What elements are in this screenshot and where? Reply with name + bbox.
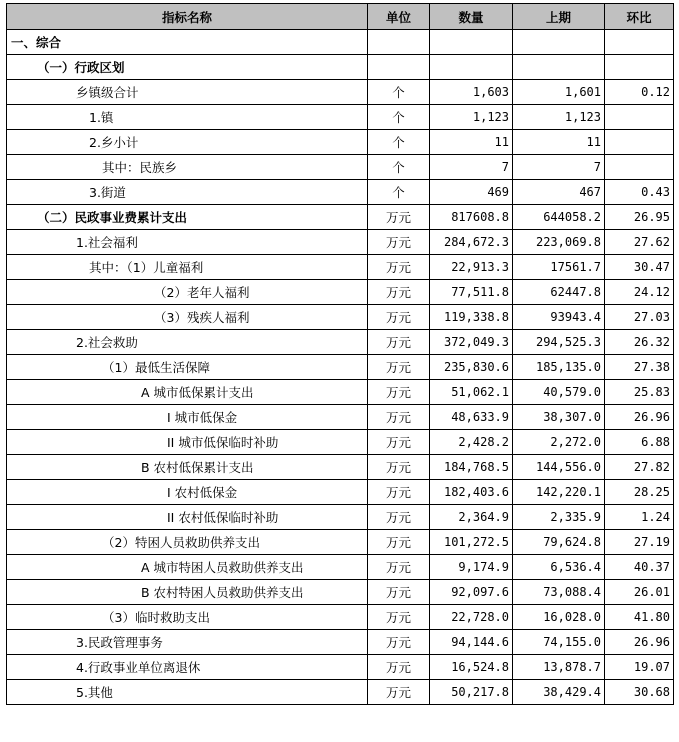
row-quantity-cell: 284,672.3 <box>430 230 513 255</box>
row-quantity-cell: 22,728.0 <box>430 605 513 630</box>
row-name-cell: A 城市特困人员救助供养支出 <box>7 555 368 580</box>
row-previous-cell: 16,028.0 <box>513 605 605 630</box>
row-previous-cell: 38,307.0 <box>513 405 605 430</box>
row-ratio-cell: 26.01 <box>605 580 674 605</box>
row-previous-cell: 144,556.0 <box>513 455 605 480</box>
row-previous-cell <box>513 30 605 55</box>
row-previous-cell: 74,155.0 <box>513 630 605 655</box>
row-quantity-cell: 77,511.8 <box>430 280 513 305</box>
row-unit-cell: 万元 <box>368 305 430 330</box>
table-row <box>7 230 674 255</box>
table-row <box>7 580 674 605</box>
row-previous-cell: 93943.4 <box>513 305 605 330</box>
table-row <box>7 330 674 355</box>
row-previous-cell: 467 <box>513 180 605 205</box>
row-name-cell: B 农村特困人员救助供养支出 <box>7 580 368 605</box>
row-quantity-cell: 92,097.6 <box>430 580 513 605</box>
row-ratio-cell: 27.62 <box>605 230 674 255</box>
row-unit-cell: 个 <box>368 130 430 155</box>
row-unit-cell: 万元 <box>368 555 430 580</box>
table-body <box>7 30 674 705</box>
table-row <box>7 255 674 280</box>
row-quantity-cell: 817608.8 <box>430 205 513 230</box>
row-previous-cell: 13,878.7 <box>513 655 605 680</box>
row-ratio-cell <box>605 55 674 80</box>
row-name-cell: 5.其他 <box>7 680 368 705</box>
row-unit-cell: 万元 <box>368 480 430 505</box>
row-previous-cell: 294,525.3 <box>513 330 605 355</box>
row-unit-cell: 万元 <box>368 355 430 380</box>
row-quantity-cell: 184,768.5 <box>430 455 513 480</box>
table-row <box>7 505 674 530</box>
row-quantity-cell: 50,217.8 <box>430 680 513 705</box>
row-ratio-cell: 41.80 <box>605 605 674 630</box>
row-quantity-cell: 2,364.9 <box>430 505 513 530</box>
row-previous-cell: 1,123 <box>513 105 605 130</box>
row-ratio-cell: 0.43 <box>605 180 674 205</box>
header-ratio: 环比 <box>605 4 674 30</box>
row-ratio-cell: 40.37 <box>605 555 674 580</box>
row-name-cell: 2.乡小计 <box>7 130 368 155</box>
row-ratio-cell: 30.68 <box>605 680 674 705</box>
row-ratio-cell: 26.95 <box>605 205 674 230</box>
row-ratio-cell <box>605 130 674 155</box>
row-ratio-cell: 24.12 <box>605 280 674 305</box>
row-ratio-cell: 27.82 <box>605 455 674 480</box>
row-ratio-cell: 30.47 <box>605 255 674 280</box>
row-ratio-cell <box>605 105 674 130</box>
table-row <box>7 305 674 330</box>
row-name-cell: II 城市低保临时补助 <box>7 430 368 455</box>
row-previous-cell: 79,624.8 <box>513 530 605 555</box>
row-unit-cell: 万元 <box>368 505 430 530</box>
row-ratio-cell: 27.38 <box>605 355 674 380</box>
row-name-cell: 3.街道 <box>7 180 368 205</box>
row-unit-cell: 万元 <box>368 330 430 355</box>
row-name-cell: （3）残疾人福利 <box>7 305 368 330</box>
row-quantity-cell: 51,062.1 <box>430 380 513 405</box>
row-unit-cell: 个 <box>368 180 430 205</box>
row-quantity-cell: 2,428.2 <box>430 430 513 455</box>
table-header-row <box>7 4 674 30</box>
row-ratio-cell: 27.19 <box>605 530 674 555</box>
row-unit-cell: 万元 <box>368 205 430 230</box>
row-previous-cell: 1,601 <box>513 80 605 105</box>
row-ratio-cell: 28.25 <box>605 480 674 505</box>
row-unit-cell: 万元 <box>368 455 430 480</box>
table-row <box>7 30 674 55</box>
header-quantity: 数量 <box>430 4 513 30</box>
row-quantity-cell: 16,524.8 <box>430 655 513 680</box>
table-row <box>7 630 674 655</box>
table-row <box>7 180 674 205</box>
row-unit-cell: 万元 <box>368 380 430 405</box>
table-row <box>7 555 674 580</box>
header-indicator-name: 指标名称 <box>7 4 368 30</box>
row-quantity-cell: 1,123 <box>430 105 513 130</box>
table-row <box>7 680 674 705</box>
row-unit-cell: 万元 <box>368 530 430 555</box>
table-row <box>7 130 674 155</box>
row-unit-cell: 万元 <box>368 655 430 680</box>
row-quantity-cell: 469 <box>430 180 513 205</box>
row-name-cell: （3）临时救助支出 <box>7 605 368 630</box>
row-quantity-cell: 119,338.8 <box>430 305 513 330</box>
row-quantity-cell: 7 <box>430 155 513 180</box>
row-quantity-cell: 182,403.6 <box>430 480 513 505</box>
row-name-cell: 4.行政事业单位离退休 <box>7 655 368 680</box>
row-previous-cell: 17561.7 <box>513 255 605 280</box>
row-previous-cell: 38,429.4 <box>513 680 605 705</box>
row-name-cell: 一、综合 <box>7 30 368 55</box>
row-name-cell: （2）老年人福利 <box>7 280 368 305</box>
table-row <box>7 155 674 180</box>
row-quantity-cell: 22,913.3 <box>430 255 513 280</box>
row-ratio-cell: 25.83 <box>605 380 674 405</box>
row-previous-cell: 73,088.4 <box>513 580 605 605</box>
row-unit-cell: 万元 <box>368 430 430 455</box>
row-quantity-cell: 48,633.9 <box>430 405 513 430</box>
row-name-cell: II 农村低保临时补助 <box>7 505 368 530</box>
row-name-cell: （二）民政事业费累计支出 <box>7 205 368 230</box>
header-previous-period: 上期 <box>513 4 605 30</box>
row-previous-cell: 40,579.0 <box>513 380 605 405</box>
row-previous-cell: 7 <box>513 155 605 180</box>
row-ratio-cell: 26.96 <box>605 630 674 655</box>
row-previous-cell: 644058.2 <box>513 205 605 230</box>
row-previous-cell <box>513 55 605 80</box>
row-name-cell: 2.社会救助 <box>7 330 368 355</box>
row-previous-cell: 6,536.4 <box>513 555 605 580</box>
table-row <box>7 405 674 430</box>
row-name-cell: 乡镇级合计 <box>7 80 368 105</box>
row-ratio-cell: 19.07 <box>605 655 674 680</box>
row-ratio-cell <box>605 30 674 55</box>
row-name-cell: 其中：民族乡 <box>7 155 368 180</box>
row-unit-cell <box>368 55 430 80</box>
table-row <box>7 530 674 555</box>
row-name-cell: （1）最低生活保障 <box>7 355 368 380</box>
row-unit-cell: 万元 <box>368 580 430 605</box>
row-ratio-cell <box>605 155 674 180</box>
table-row <box>7 380 674 405</box>
table-row <box>7 55 674 80</box>
row-name-cell: 1.社会福利 <box>7 230 368 255</box>
row-unit-cell: 个 <box>368 80 430 105</box>
row-ratio-cell: 1.24 <box>605 505 674 530</box>
header-unit: 单位 <box>368 4 430 30</box>
row-previous-cell: 185,135.0 <box>513 355 605 380</box>
table-row <box>7 430 674 455</box>
row-ratio-cell: 27.03 <box>605 305 674 330</box>
row-quantity-cell <box>430 55 513 80</box>
row-quantity-cell: 101,272.5 <box>430 530 513 555</box>
row-previous-cell: 62447.8 <box>513 280 605 305</box>
table-row <box>7 480 674 505</box>
row-name-cell: 3.民政管理事务 <box>7 630 368 655</box>
row-unit-cell: 万元 <box>368 255 430 280</box>
row-unit-cell: 万元 <box>368 605 430 630</box>
statistics-table <box>6 3 674 705</box>
row-unit-cell: 万元 <box>368 680 430 705</box>
row-quantity-cell: 235,830.6 <box>430 355 513 380</box>
row-quantity-cell <box>430 30 513 55</box>
row-unit-cell: 万元 <box>368 280 430 305</box>
table-row <box>7 455 674 480</box>
row-previous-cell: 2,272.0 <box>513 430 605 455</box>
row-ratio-cell: 6.88 <box>605 430 674 455</box>
row-name-cell: A 城市低保累计支出 <box>7 380 368 405</box>
row-name-cell: （一）行政区划 <box>7 55 368 80</box>
row-previous-cell: 223,069.8 <box>513 230 605 255</box>
row-unit-cell <box>368 30 430 55</box>
table-row <box>7 280 674 305</box>
row-unit-cell: 万元 <box>368 630 430 655</box>
row-quantity-cell: 94,144.6 <box>430 630 513 655</box>
row-name-cell: （2）特困人员救助供养支出 <box>7 530 368 555</box>
table-row <box>7 105 674 130</box>
row-previous-cell: 2,335.9 <box>513 505 605 530</box>
row-previous-cell: 11 <box>513 130 605 155</box>
row-ratio-cell: 26.96 <box>605 405 674 430</box>
row-previous-cell: 142,220.1 <box>513 480 605 505</box>
table-row <box>7 355 674 380</box>
row-quantity-cell: 9,174.9 <box>430 555 513 580</box>
table-row <box>7 205 674 230</box>
table-row <box>7 655 674 680</box>
table-row <box>7 605 674 630</box>
row-name-cell: 1.镇 <box>7 105 368 130</box>
row-ratio-cell: 0.12 <box>605 80 674 105</box>
row-unit-cell: 个 <box>368 155 430 180</box>
row-unit-cell: 万元 <box>368 405 430 430</box>
table-row <box>7 80 674 105</box>
row-name-cell: B 农村低保累计支出 <box>7 455 368 480</box>
row-quantity-cell: 11 <box>430 130 513 155</box>
row-quantity-cell: 1,603 <box>430 80 513 105</box>
row-ratio-cell: 26.32 <box>605 330 674 355</box>
row-name-cell: I 农村低保金 <box>7 480 368 505</box>
row-unit-cell: 万元 <box>368 230 430 255</box>
row-quantity-cell: 372,049.3 <box>430 330 513 355</box>
row-name-cell: 其中：（1）儿童福利 <box>7 255 368 280</box>
row-name-cell: I 城市低保金 <box>7 405 368 430</box>
row-unit-cell: 个 <box>368 105 430 130</box>
